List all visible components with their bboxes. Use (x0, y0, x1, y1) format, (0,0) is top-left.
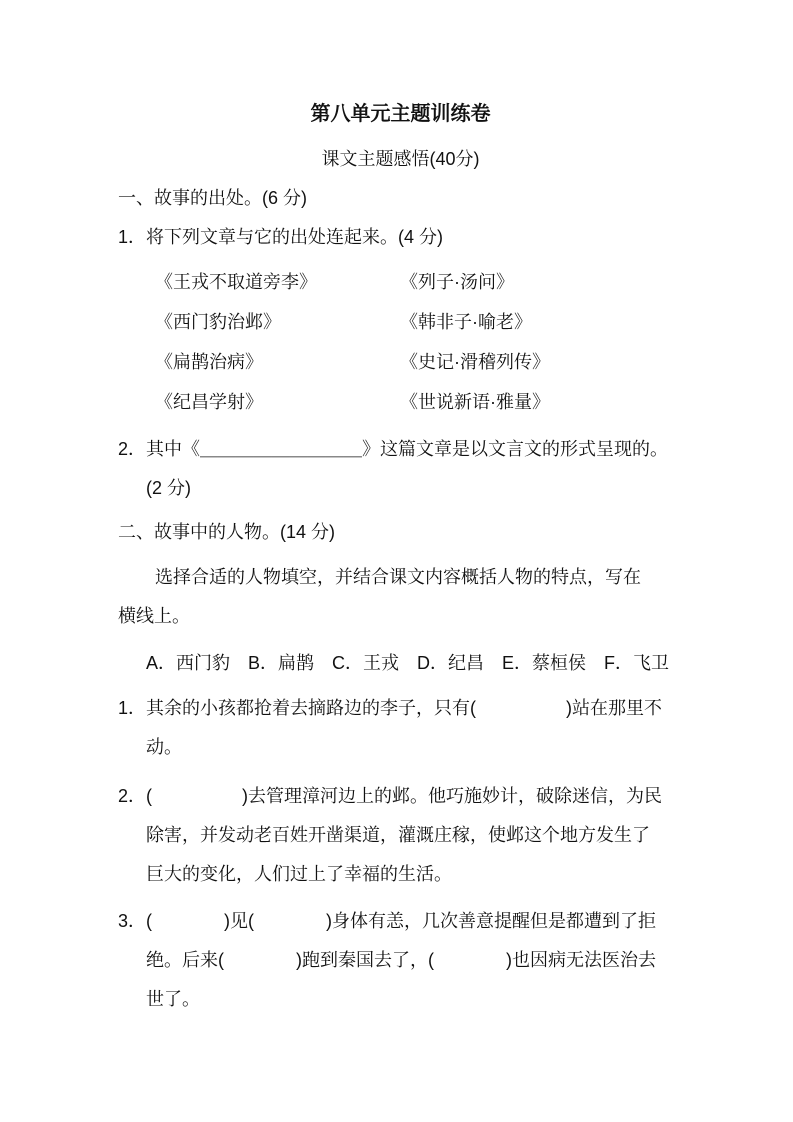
intro-line: 横线上。 (118, 606, 190, 626)
section1-heading: 一、故事的出处。(6 分) (118, 188, 307, 208)
match-source-title: 《韩非子·喻老》 (400, 312, 532, 332)
matching-exercise (118, 262, 683, 422)
section2-heading: 二、故事中的人物。(14 分) (118, 522, 336, 542)
section2-q1 (118, 689, 683, 767)
match-article-title: 《王戎不取道旁李》 (155, 272, 317, 292)
intro-line: 选择合适的人物填空，并结合课文内容概括人物的特点，写在 (155, 567, 641, 587)
match-source-title: 《史记·滑稽列传》 (400, 352, 550, 372)
match-pair-row (118, 262, 683, 302)
section2-intro (118, 558, 683, 636)
question-line: 世了。 (146, 989, 200, 1009)
question-line: 除害，并发动老百姓开凿渠道，灌溉庄稼，使邺这个地方发生了 (146, 825, 650, 845)
section1-q2 (118, 430, 683, 508)
question-line: 1．其余的小孩都抢着去摘路边的李子，只有( )站在那里不 (118, 698, 662, 718)
question-line: (2 分) (146, 478, 191, 498)
section1-q1-prompt: 1．将下列文章与它的出处连起来。(4 分) (118, 227, 444, 247)
section2-q2 (118, 777, 683, 894)
match-article-title: 《西门豹治邺》 (155, 312, 281, 332)
section2-q3 (118, 902, 683, 1019)
question-line: 巨大的变化，人们过上了幸福的生活。 (146, 864, 452, 884)
question-line: 动。 (146, 737, 182, 757)
match-source-title: 《世说新语·雅量》 (400, 392, 550, 412)
answer-options: A．西门豹 B．扁鹊 C．王戎 D．纪昌 E．蔡桓侯 F．飞卫 (146, 653, 670, 673)
match-article-title: 《扁鹊治病》 (155, 352, 263, 372)
match-article-title: 《纪昌学射》 (155, 392, 263, 412)
question-line: 2．其中《＿＿＿＿＿＿＿＿＿》这篇文章是以文言文的形式呈现的。 (118, 439, 669, 459)
match-pair-row (118, 302, 683, 342)
page-title: 第八单元主题训练卷 (310, 103, 491, 125)
question-line: 3．( )见( )身体有恙，几次善意提醒但是都遭到了拒 (118, 911, 656, 931)
match-source-title: 《列子·汤问》 (400, 272, 514, 292)
question-line: 2．( )去管理漳河边上的邺。他巧施妙计，破除迷信，为民 (118, 786, 662, 806)
question-line: 绝。后来( )跑到秦国去了，( )也因病无法医治去 (146, 950, 656, 970)
match-pair-row (118, 382, 683, 422)
match-pair-row (118, 342, 683, 382)
page-subtitle: 课文主题感悟(40分) (321, 149, 480, 169)
